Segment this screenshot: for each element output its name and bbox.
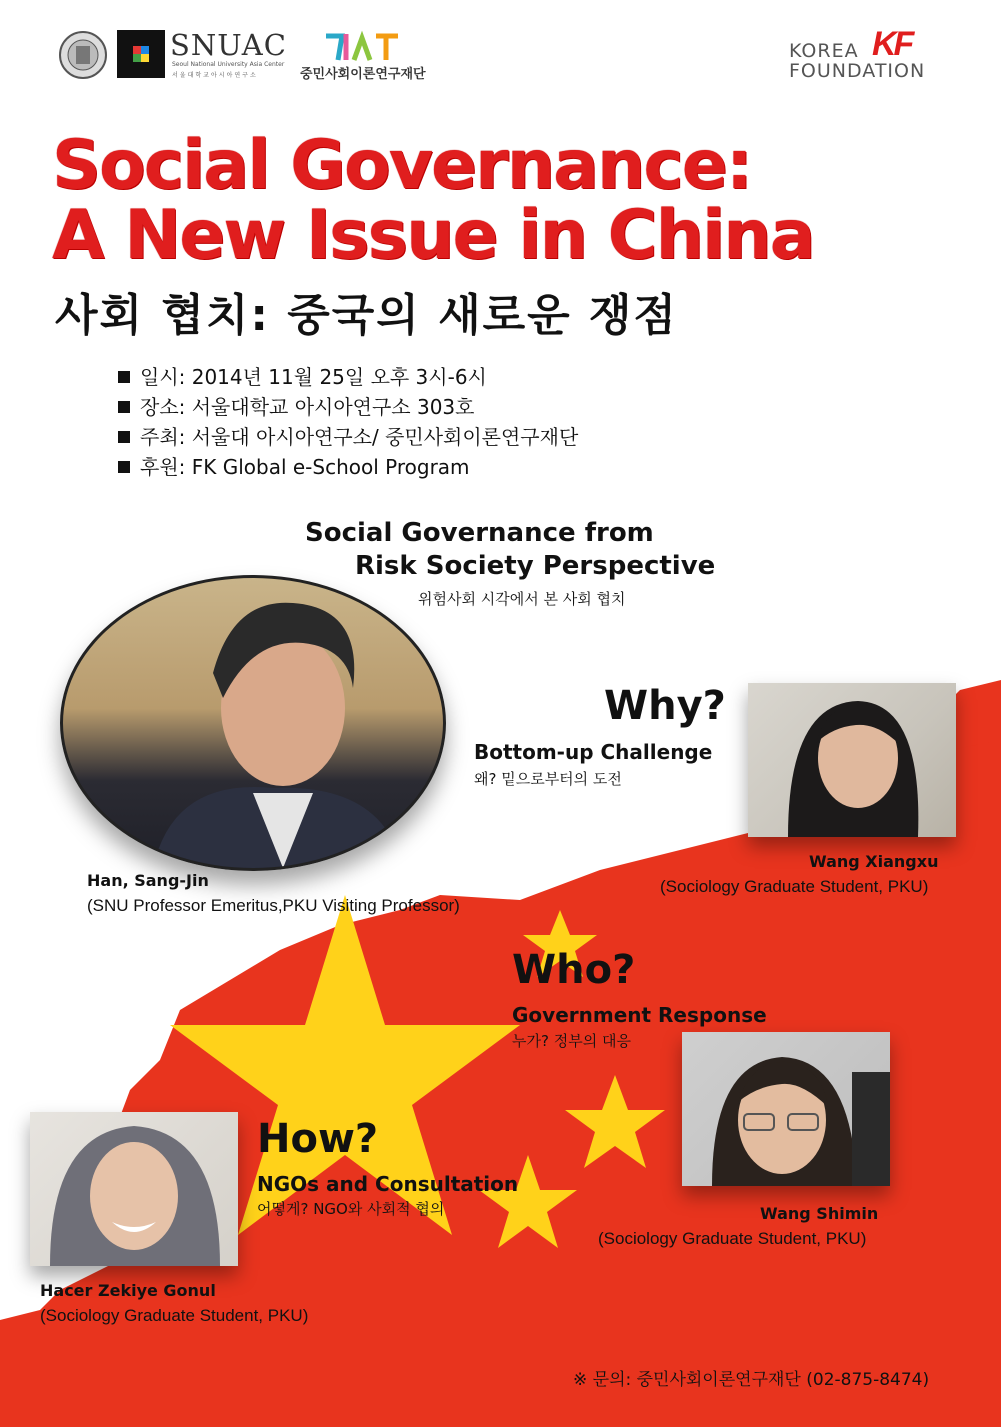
jungmin-logo-icon [322,30,402,66]
snuac-logo-icon [117,30,165,78]
jungmin-logo-text: 중민사회이론연구재단 [300,67,426,82]
korean-title: 사회 협치: 중국의 새로운 쟁점 [55,290,678,341]
why-heading: Why? [604,683,726,729]
person-silhouette-icon [682,1032,890,1186]
info-host-text: 주최: 서울대 아시아연구소/ 중민사회이론연구재단 [140,425,579,449]
kf-logo-mark: KF [872,25,912,63]
keynote-line2: Risk Society Perspective [355,551,716,581]
han-name: Han, Sang-Jin [87,871,209,890]
who-subtitle: Government Response [512,1003,767,1027]
info-date-text: 일시: 2014년 11월 25일 오후 3시-6시 [140,365,487,389]
how-korean: 어떻게? NGO와 사회적 협의 [257,1200,445,1218]
kf-logo-line1: KOREA [789,40,859,62]
who-heading: Who? [512,947,636,993]
wang-xiangxu-affiliation: (Sociology Graduate Student, PKU) [660,877,929,896]
main-title-line2: A New Issue in China [52,196,814,275]
wang-shimin-photo [682,1032,890,1186]
main-title-line1: Social Governance: [52,126,752,205]
keynote-line1: Social Governance from [305,518,654,548]
how-subtitle: NGOs and Consultation [257,1172,519,1196]
snuac-sub-ko: 서울대학교아시아연구소 [172,72,258,79]
hacer-affiliation: (Sociology Graduate Student, PKU) [40,1306,309,1325]
info-place [118,391,474,420]
hacer-photo [30,1112,238,1266]
person-silhouette-icon [63,578,443,868]
snuac-logo-text: SNUAC [170,28,287,62]
person-silhouette-icon [748,683,956,837]
wang-xiangxu-photo [748,683,956,837]
who-korean: 누가? 정부의 대응 [512,1032,631,1050]
han-photo [60,575,446,871]
why-korean: 왜? 밑으로부터의 도전 [474,770,622,788]
kf-logo-line2: FOUNDATION [789,60,926,82]
wang-xiangxu-name: Wang Xiangxu [809,852,939,871]
person-silhouette-icon [30,1112,238,1266]
contact-info: ※ 문의: 중민사회이론연구재단 (02-875-8474) [573,1370,930,1390]
info-date [118,361,487,390]
han-affiliation: (SNU Professor Emeritus,PKU Visiting Professor) [87,896,460,915]
info-host [118,421,578,450]
snuac-sub-en: Seoul National University Asia Center [172,61,285,68]
bullet-square-icon [118,371,130,383]
info-sponsor [118,451,470,480]
bullet-square-icon [118,461,130,473]
snu-seal-icon [58,30,108,80]
bullet-square-icon [118,431,130,443]
how-heading: How? [257,1116,379,1162]
hacer-name: Hacer Zekiye Gonul [40,1281,216,1300]
why-subtitle: Bottom-up Challenge [474,740,713,764]
keynote-korean: 위험사회 시각에서 본 사회 협치 [418,590,626,608]
info-sponsor-text: 후원: FK Global e-School Program [140,455,470,479]
bullet-square-icon [118,401,130,413]
wang-shimin-name: Wang Shimin [760,1204,879,1223]
info-place-text: 장소: 서울대학교 아시아연구소 303호 [140,395,475,419]
wang-shimin-affiliation: (Sociology Graduate Student, PKU) [598,1229,867,1248]
